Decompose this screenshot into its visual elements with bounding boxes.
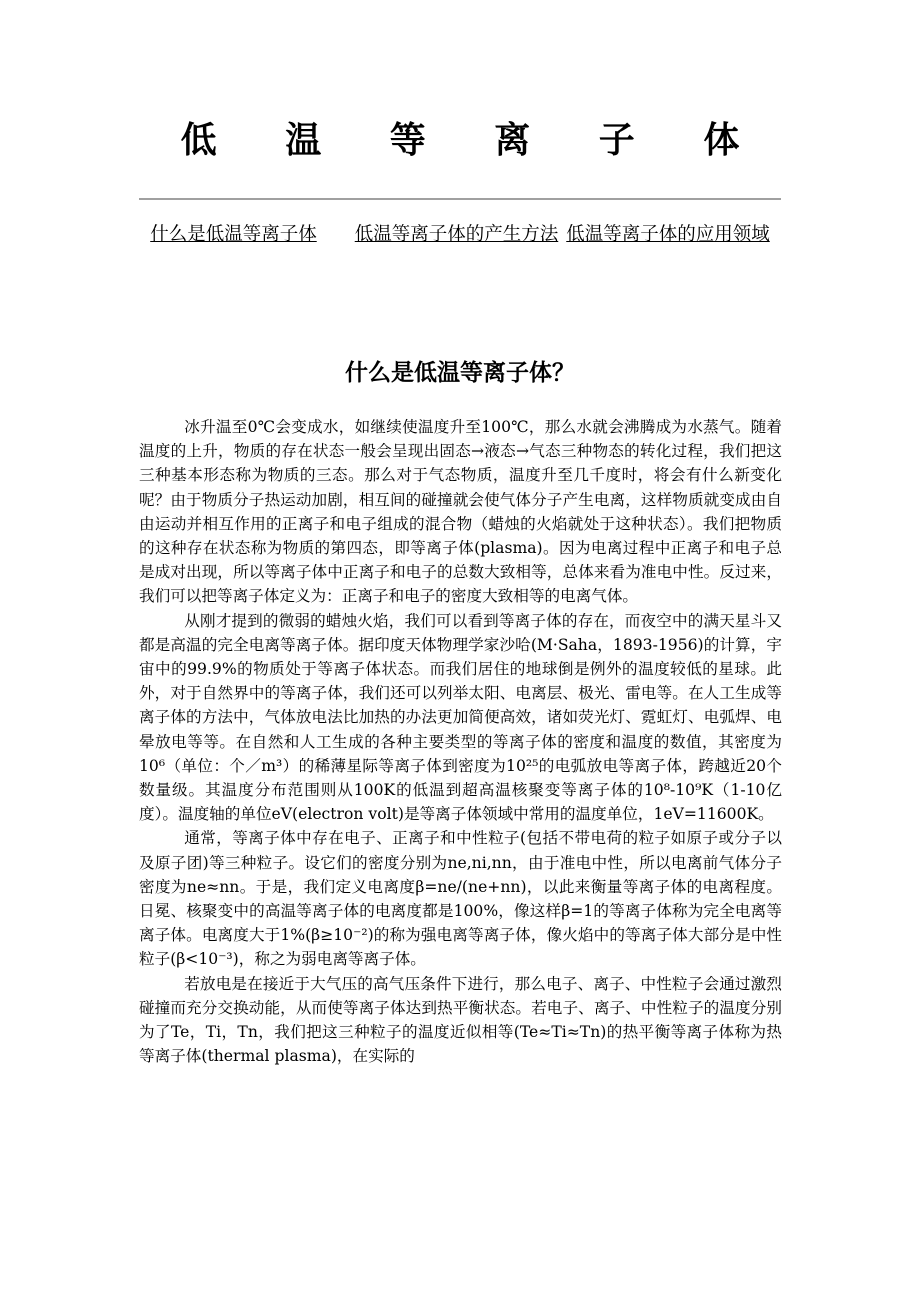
paragraph: 从刚才提到的微弱的蜡烛火焰，我们可以看到等离子体的存在，而夜空中的满天星斗又都是高温的完全电离等离子体。据印度天体物理学家沙哈(M·Saha，1893-1956)的计算，宇宙中的99.9%的物质处于等离子体状态。而我们居住的地球倒是例外的温度较低的星球。此外，对于自然界中的等离子体，我们还可以列举太阳、电离层、极光、雷电等。在人工生成等离子体的方法中，气体放电法比加热的办法更加简便高效，诸如荧光灯、霓虹灯、电弧焊、电晕放电等等。在自然和人工生成的各种主要类型的等离子体的密度和温度的数值，其密度为10⁶（单位：个／m³）的稀薄星际等离子体到密度为10²⁵的电弧放电等离子体，跨越近20个数量级。其温度分布范围则从100K的低温到超高温核聚变等离子体的10⁸-10⁹K（1-10亿度）。温度轴的单位eV(electron volt)是等离子体领域中常用的温度单位，1eV=11600K。: [139, 611, 782, 824]
toc-link-what-is[interactable]: 什么是低温等离子体: [150, 224, 317, 245]
page-title: 低 温 等 离 子 体: [180, 120, 768, 161]
paragraph: 通常，等离子体中存在电子、正离子和中性粒子(包括不带电荷的粒子如原子或分子以及原子团)等三种粒子。设它们的密度分别为ne,ni,nn，由于准电中性，所以电离前气体分子密度为ne≈nn。于是，我们定义电离度β=ne/(ne+nn)，以此来衡量等离子体的电离程度。日冕、核聚变中的高温等离子体的电离度都是100%，像这样β=1的等离子体称为完全电离等离子体。电离度大于1%(β≥10⁻²)的称为强电离等离子体，像火焰中的等离子体大部分是中性粒子(β<10⁻³)，称之为弱电离等离子体。: [139, 829, 782, 969]
paragraph: 冰升温至0℃会变成水，如继续使温度升至100℃，那么水就会沸腾成为水蒸气。随着温度的上升，物质的存在状态一般会呈现出固态→液态→气态三种物态的转化过程，我们把这三种基本形态称为物质的三态。那么对于气态物质，温度升至几千度时，将会有什么新变化呢？由于物质分子热运动加剧，相互间的碰撞就会使气体分子产生电离，这样物质就变成由自由运动并相互作用的正离子和电子组成的混合物（蜡烛的火焰就处于这种状态）。我们把物质的这种存在状态称为物质的第四态，即等离子体(plasma)。因为电离过程中正离子和电子总是成对出现，所以等离子体中正离子和电子的总数大致相等，总体来看为准电中性。反过来，我们可以把等离子体定义为：正离子和电子的密度大致相等的电离气体。: [139, 418, 782, 606]
article-body: [139, 415, 782, 1068]
section-heading: 什么是低温等离子体？: [345, 360, 575, 386]
toc-link-applications[interactable]: 低温等离子体的应用领域: [566, 224, 770, 245]
table-of-contents: [139, 210, 781, 259]
title-divider: [139, 198, 781, 200]
toc-link-generation-methods[interactable]: 低温等离子体的产生方法: [354, 224, 559, 245]
paragraph: 若放电是在接近于大气压的高气压条件下进行，那么电子、离子、中性粒子会通过激烈碰撞而充分交换动能，从而使等离子体达到热平衡状态。若电子、离子、中性粒子的温度分别为了Te，Ti，Tn，我们把这三种粒子的温度近似相等(Te≈Ti≈Tn)的热平衡等离子体称为热等离子体(thermal plasma)，在实际的: [139, 974, 782, 1066]
